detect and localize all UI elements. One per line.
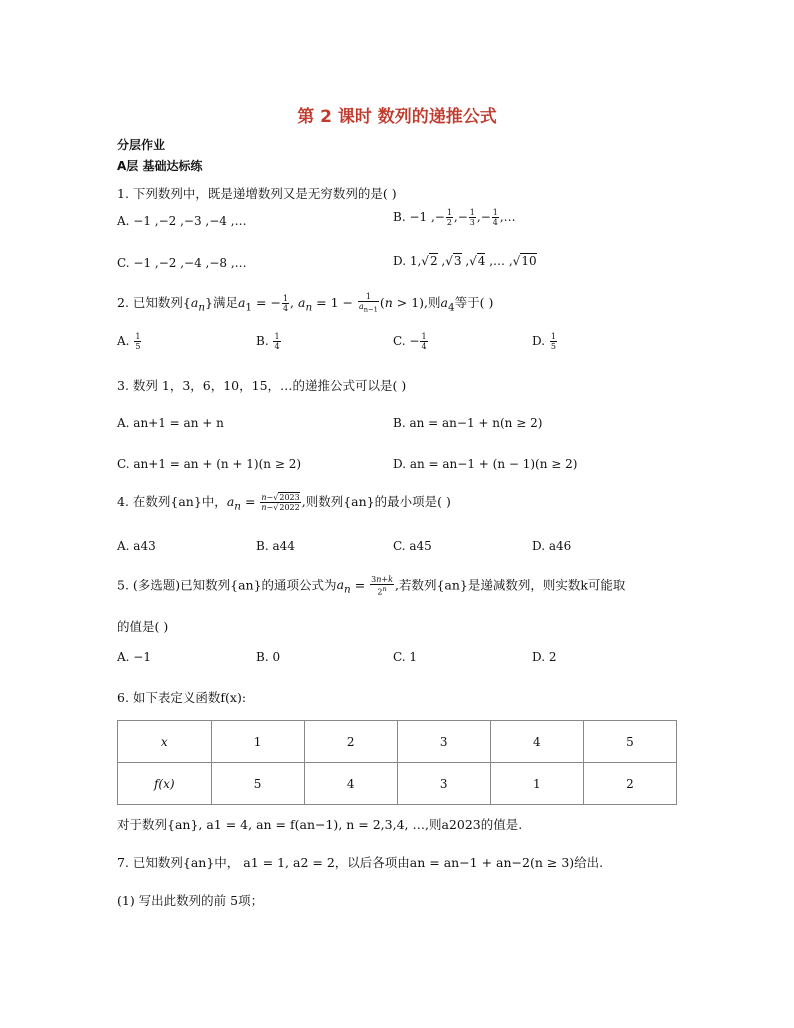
q4-option-b: B. a44 <box>256 539 295 553</box>
q3-option-b: B. an = an−1 + n(n ≥ 2) <box>393 416 543 430</box>
q4-option-c: C. a45 <box>393 539 432 553</box>
section-heading: 分层作业 <box>117 138 166 152</box>
table-cell: 3 <box>397 763 490 805</box>
q1-option-d: D. 1,√2 ,√3 ,√4 ,… ,√10 <box>393 254 537 268</box>
q2-option-a: A. $\frac{1}{5}$ <box>117 332 141 351</box>
function-table <box>117 720 677 805</box>
table-cell: 2 <box>583 763 676 805</box>
q2-prefix: 2. 已知数列{ <box>117 294 191 310</box>
page-title: 第 2 课时 数列的递推公式 <box>297 107 497 127</box>
table-cell: 3 <box>397 721 490 763</box>
question-7-part-1: (1) 写出此数列的前 5项； <box>117 893 264 908</box>
q5-option-c: C. 1 <box>393 650 418 664</box>
q1-option-b-label: B. −1 , <box>393 210 435 224</box>
q4-prefix: 4. 在数列{an}中， <box>117 494 227 509</box>
q1-option-a: A. −1 ,−2 ,−3 ,−4 ,… <box>117 214 247 228</box>
table-cell: 1 <box>490 763 583 805</box>
q4-option-a: A. a43 <box>117 539 156 553</box>
question-2: 2. 已知数列$\{a_n\}$满足$a_1$ = − $\frac{1}{4}$ , $a_n = 1$ − $\frac{1}{a_{n-1}}$ (n > 1),则$a_4$等于( ) <box>117 292 494 314</box>
question-4: 4. 在数列{an}中，$a_n$ = $\frac{n-√2023}{n-√2022}$ ,则数列{an}的最小项是( ) <box>117 493 451 513</box>
table-cell: 4 <box>304 763 397 805</box>
q5-option-a: A. −1 <box>117 650 151 664</box>
q2-option-d: D. $\frac{1}{5}$ <box>532 332 556 351</box>
table-row <box>118 763 677 805</box>
table-cell: 1 <box>211 721 304 763</box>
q5-prefix: 5. (多选题)已知数列{an}的通项公式为 <box>117 577 337 593</box>
q5-option-b: B. 0 <box>256 650 281 664</box>
question-3: 3. 数列 1，3，6，10，15，…的递推公式可以是( ) <box>117 378 407 393</box>
table-cell: f(x) <box>118 763 212 805</box>
q2-option-c: C. − $\frac{1}{4}$ <box>393 332 427 351</box>
table-cell: x <box>118 721 212 763</box>
q4-suffix: 则数列{an}的最小项是( ) <box>305 494 451 509</box>
question-1: 1. 下列数列中，既是递增数列又是无穷数列的是( ) <box>117 186 397 201</box>
q3-option-d: D. an = an−1 + (n − 1)(n ≥ 2) <box>393 457 578 471</box>
q3-option-c: C. an+1 = an + (n + 1)(n ≥ 2) <box>117 457 302 471</box>
q1-option-b: B. −1 ,− $\frac{1}{2}$ ,− $\frac{1}{3}$ ,− $\frac{1}{4}$ ,… <box>393 208 516 227</box>
table-cell: 2 <box>304 721 397 763</box>
question-6-followup: 对于数列{an}, a1 = 4, an = f(an−1), n = 2,3,4, …,则a2023的值是. <box>117 817 523 832</box>
q5-suffix: 若数列{an}是递减数列，则实数k可能取 <box>398 577 626 593</box>
q2-suffix: 等于( ) <box>454 294 494 310</box>
q5-option-d: D. 2 <box>532 650 557 664</box>
question-5: 5. (多选题)已知数列{an}的通项公式为$a_n$ = $\frac{3n+k}{2^n}$ ,若数列{an}是递减数列，则实数k可能取 <box>117 575 626 597</box>
subsection-heading: A层 基础达标练 <box>117 159 203 173</box>
q1-option-c: C. −1 ,−2 ,−4 ,−8 ,… <box>117 256 247 270</box>
q1-option-d-label: D. 1, <box>393 254 422 268</box>
table-cell: 5 <box>211 763 304 805</box>
q3-option-a: A. an+1 = an + n <box>117 416 224 430</box>
question-7: 7. 已知数列{an}中， a1 = 1, a2 = 2，以后各项由an = an−1 + an−2(n ≥ 3)给出. <box>117 855 604 870</box>
table-cell: 5 <box>583 721 676 763</box>
q2-option-b: B. $\frac{1}{4}$ <box>256 332 280 351</box>
table-row <box>118 721 677 763</box>
q4-option-d: D. a46 <box>532 539 572 553</box>
question-6: 6. 如下表定义函数f(x): <box>117 690 247 705</box>
question-5-line2: 的值是( ) <box>117 619 169 634</box>
table-cell: 4 <box>490 721 583 763</box>
